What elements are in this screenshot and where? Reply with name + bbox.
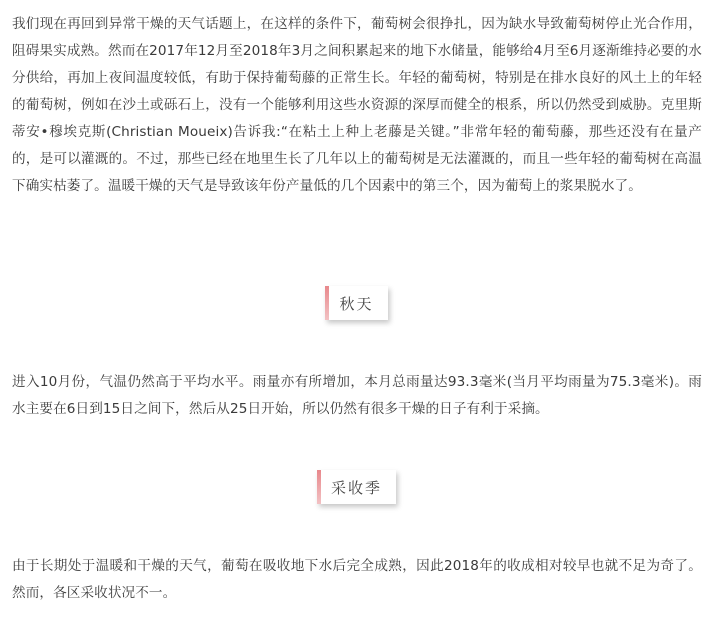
section-heading-harvest bbox=[0, 470, 713, 510]
heading-accent-bar bbox=[317, 470, 321, 504]
heading-label: 采收季 bbox=[330, 478, 382, 497]
heading-accent-bar bbox=[325, 286, 329, 320]
section-heading-autumn bbox=[0, 286, 713, 326]
heading-box bbox=[317, 470, 396, 504]
heading-label: 秋天 bbox=[339, 294, 374, 313]
paragraph-dry-weather: 我们现在再回到异常干燥的天气话题上，在这样的条件下，葡萄树会很挣扎，因为缺水导致葡萄树停止光合作用，阻碍果实成熟。然而在2017年12月至2018年3月之间积累起来的地下水储量，能够给4月至6月逐渐维持必要的水分供给，再加上夜间温度较低，有助于保持葡萄藤的正常生长。年轻的葡萄树，特别是在排水良好的风土上的年轻的葡萄树，例如在沙土或砾石上，没有一个能够利用这些水资源的深厚而健全的根系，所以仍然受到威胁。克里斯蒂安•穆埃克斯(Christian Moueix)告诉我:“在粘土上种上老藤是关键。”非常年轻的葡萄藤，那些还没有在量产的，是可以灌溉的。不过，那些已经在地里生长了几年以上的葡萄树是无法灌溉的，而且一些年轻的葡萄树在高温下确实枯萎了。温暖干燥的天气是导致该年份产量低的几个因素中的第三个，因为葡萄上的浆果脱水了。 bbox=[12, 16, 702, 194]
paragraph-harvest: 由于长期处于温暖和干燥的天气，葡萄在吸收地下水后完全成熟，因此2018年的收成相对较早也就不足为奇了。然而，各区采收状况不一。 bbox=[12, 558, 702, 601]
paragraph-october: 进入10月份，气温仍然高于平均水平。雨量亦有所增加，本月总雨量达93.3毫米(当月平均雨量为75.3毫米)。雨水主要在6日到15日之间下，然后从25日开始，所以仍然有很多干燥的日子有利于采摘。 bbox=[12, 374, 702, 417]
heading-box bbox=[325, 286, 387, 320]
